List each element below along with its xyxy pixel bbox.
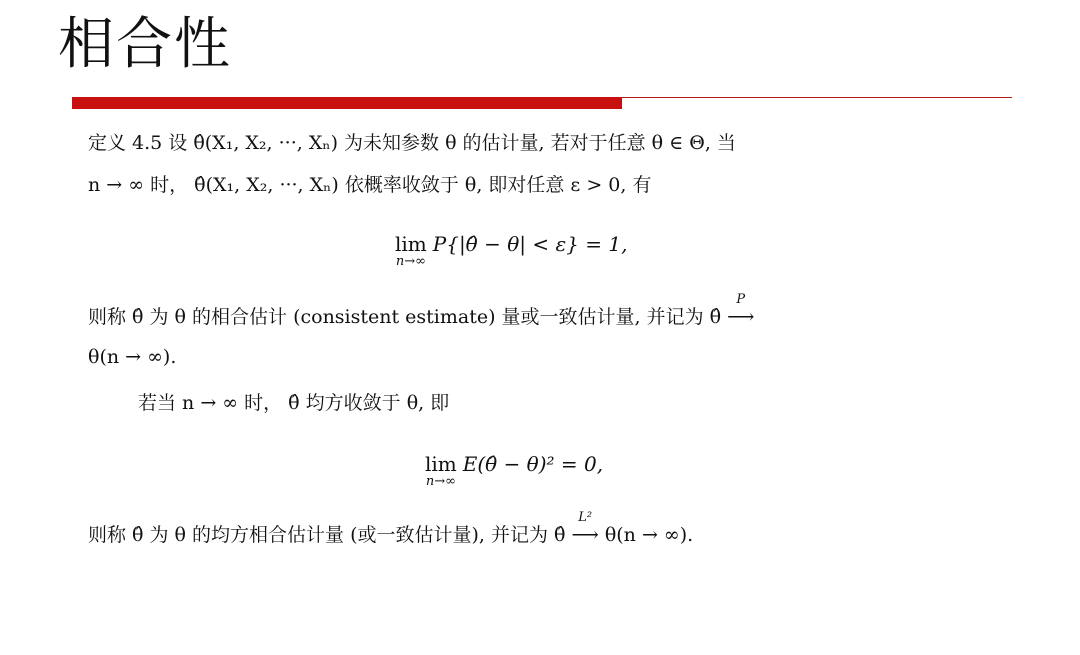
formula-consistency-body: P{|θ̂ − θ| < ε} = 1,: [432, 232, 628, 256]
arrow-label-p: P: [736, 292, 746, 307]
formula-mean-square: [425, 452, 603, 489]
slide-title: 相合性: [58, 12, 232, 77]
definition-line-6: [88, 510, 694, 548]
title-rule-accent-bar: [72, 97, 622, 109]
definition-line-3: [88, 292, 755, 330]
formula-mean-square-lim: lim n→∞: [425, 452, 457, 489]
mean-square-convergence-arrow: L² ⟶: [571, 510, 599, 546]
definition-line-1: 定义 4.5 设 θ̂(X₁, X₂, ···, Xₙ) 为未知参数 θ 的估计量, 若对于任意 θ ∈ Θ, 当: [88, 132, 736, 154]
definition-line-2: n → ∞ 时， θ̂(X₁, X₂, ···, Xₙ) 依概率收敛于 θ, 即对任意 ε > 0, 有: [88, 174, 652, 196]
convergence-in-probability-arrow: P ⟶: [727, 292, 755, 328]
arrow-label-l2: L²: [578, 510, 593, 525]
formula-consistency-lim: lim n→∞: [395, 232, 427, 269]
definition-line-3-text: 则称 θ̂ 为 θ 的相合估计 (consistent estimate) 量或一致估计量, 并记为 θ̂: [88, 306, 722, 328]
formula-mean-square-body: E(θ̂ − θ)² = 0,: [462, 452, 604, 476]
definition-line-4: θ(n → ∞).: [88, 346, 177, 368]
definition-line-5: 若当 n → ∞ 时， θ̂ 均方收敛于 θ, 即: [138, 392, 450, 414]
definition-line-6-text: 则称 θ̂ 为 θ 的均方相合估计量 (或一致估计量), 并记为 θ̂: [88, 524, 566, 546]
formula-consistency: [395, 232, 627, 269]
definition-line-6-tail: θ(n → ∞).: [604, 524, 694, 546]
